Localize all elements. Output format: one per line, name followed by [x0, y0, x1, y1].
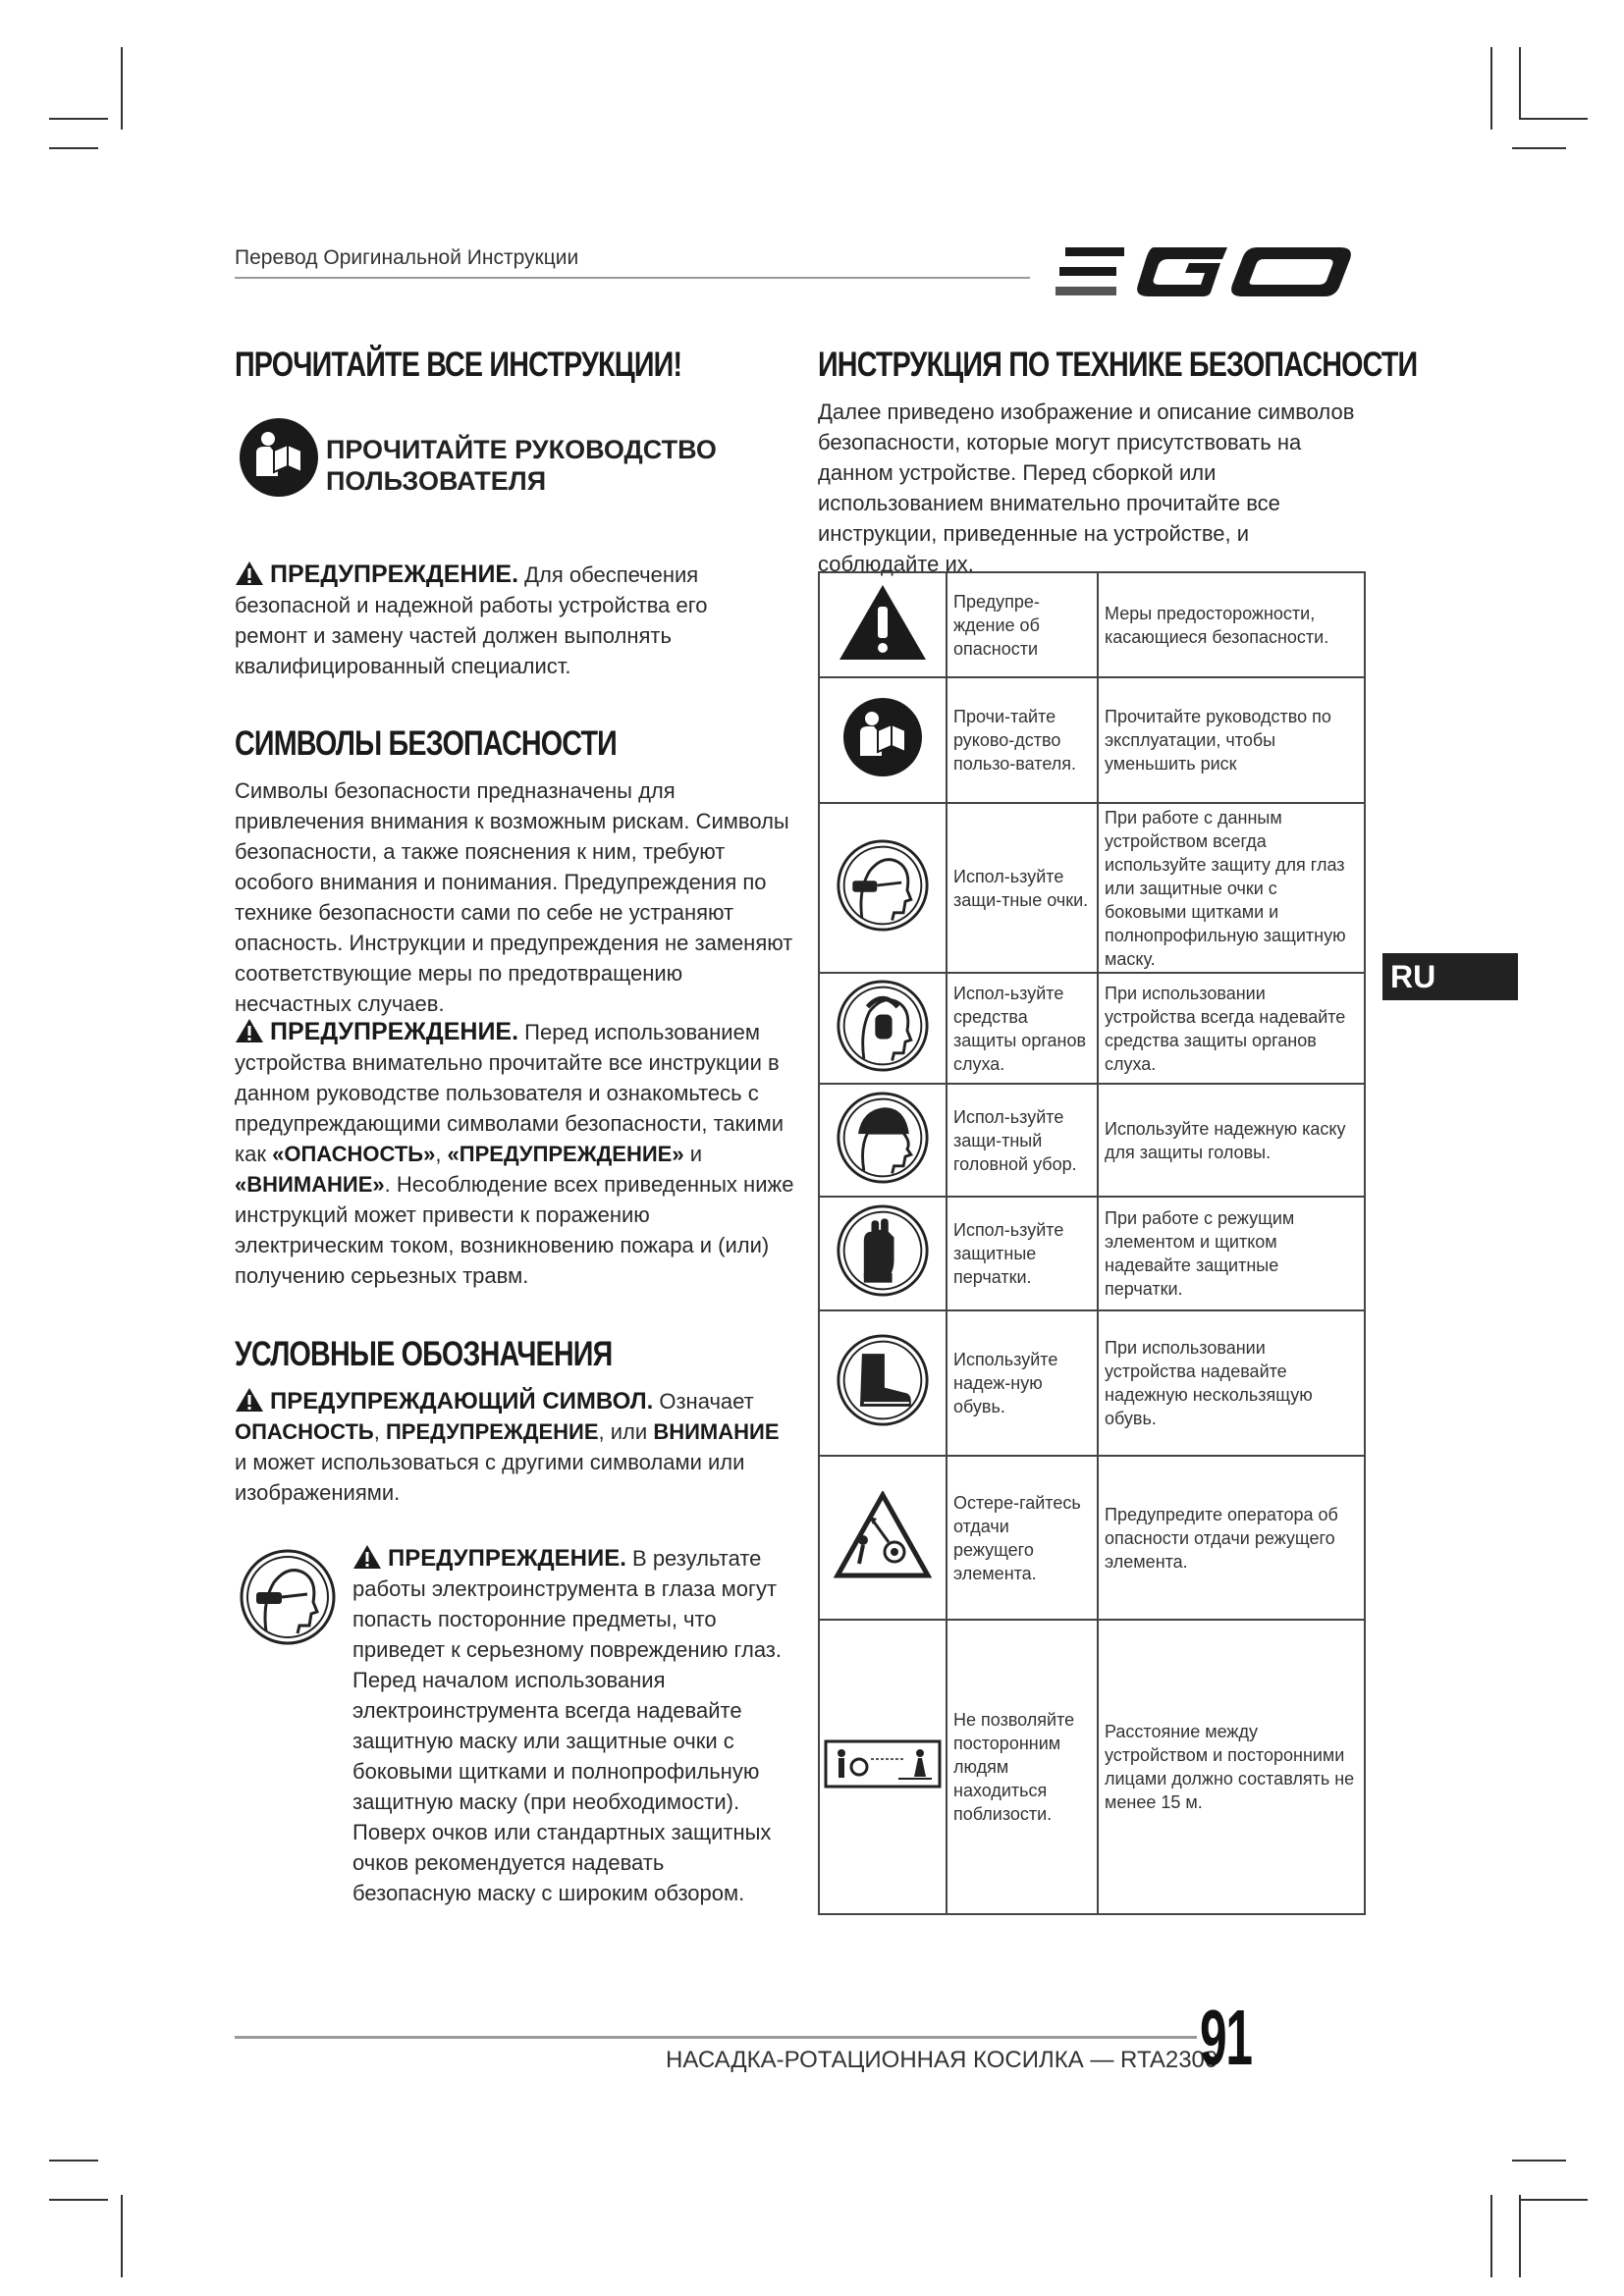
symbol-name: Остере-гайтесь отдачи режущего элемента. [947, 1456, 1098, 1620]
crop-mark [121, 2195, 123, 2277]
warning-instructions-paragraph [235, 1017, 794, 1291]
crop-mark [1519, 2199, 1588, 2201]
symbol-name: Прочи-тайте руково-дство пользо-вателя. [947, 677, 1098, 803]
safety-instruction-heading: ИНСТРУКЦИЯ ПО ТЕХНИКЕ БЕЗОПАСНОСТИ [818, 346, 1418, 384]
symbol-desc: Меры предосторожности, касающиеся безопасности. [1098, 572, 1365, 677]
warning-label: ПРЕДУПРЕЖДЕНИЕ. [270, 561, 519, 588]
separator: , [373, 1419, 386, 1444]
boots-icon [836, 1333, 930, 1427]
crop-mark [1519, 2195, 1521, 2277]
warning-triangle-icon [235, 1018, 264, 1043]
crop-mark [49, 2160, 98, 2162]
separator: , или [598, 1419, 654, 1444]
warning-triangle-icon [235, 561, 264, 586]
table-row [819, 572, 1365, 677]
symbol-name: Используйте надеж-ную обувь. [947, 1310, 1098, 1456]
keyword-danger: «ОПАСНОСТЬ» [272, 1142, 436, 1166]
crop-mark [1519, 118, 1588, 120]
crop-mark [1490, 47, 1492, 130]
header-divider [235, 277, 1030, 279]
separator: , [435, 1142, 448, 1166]
symbol-name: Испол-ьзуйте защитные перчатки. [947, 1197, 1098, 1310]
crop-mark [1512, 147, 1566, 149]
warning-triangle-icon [352, 1544, 382, 1570]
keyword-warning: ПРЕДУПРЕЖДЕНИЕ [385, 1419, 599, 1444]
symbol-desc: Расстояние между устройством и посторонними лицами должно составлять не менее 15 м. [1098, 1620, 1365, 1914]
icon-cell [819, 677, 947, 803]
warning-label: ПРЕДУПРЕЖДЕНИЕ. [270, 1018, 519, 1045]
page-number: 91 [1200, 1994, 1252, 2081]
table-row [819, 1084, 1365, 1197]
table-row [819, 1310, 1365, 1456]
table-row [819, 803, 1365, 973]
safety-intro-paragraph: Далее приведено изображение и описание символов безопасности, которые могут присутствовать на данном устройстве. Перед сборкой или использованием внимательно прочитайте все инструкции, приведенные на устройстве, и соблюдайте их. [818, 400, 1355, 576]
symbol-name: Испол-ьзуйте средства защиты органов слуха. [947, 973, 1098, 1084]
icon-cell [819, 1456, 947, 1620]
safety-symbols-heading: СИМВОЛЫ БЕЗОПАСНОСТИ [235, 724, 617, 763]
icon-cell [819, 1620, 947, 1914]
separator: и [683, 1142, 702, 1166]
footer-product: НАСАДКА-РОТАЦИОННАЯ КОСИЛКА — RTA2300 [666, 2047, 1218, 2073]
icon-cell [819, 973, 947, 1084]
hard-hat-icon [836, 1091, 930, 1185]
safety-glasses-icon [836, 838, 930, 933]
warning-label: ПРЕДУПРЕЖДЕНИЕ. [388, 1545, 626, 1572]
icon-cell [819, 1197, 947, 1310]
symbol-text-a: Означает [659, 1389, 754, 1414]
ear-protection-icon [836, 979, 930, 1073]
table-row [819, 1620, 1365, 1914]
icon-cell [819, 1084, 947, 1197]
symbol-desc: Предупредите оператора об опасности отдачи режущего элемента. [1098, 1456, 1365, 1620]
safety-symbols-table [818, 571, 1366, 1915]
symbol-desc: При использовании устройства надевайте надежную нескользящую обувь. [1098, 1310, 1365, 1456]
warning-symbol-paragraph [235, 1386, 785, 1508]
safety-glasses-icon [239, 1543, 337, 1651]
read-manual-icon [239, 417, 319, 498]
language-tab: RU [1382, 953, 1518, 1000]
icon-cell [819, 1310, 947, 1456]
symbol-name: Испол-ьзуйте защи-тные очки. [947, 803, 1098, 973]
crop-mark [1490, 2195, 1492, 2277]
symbol-desc: При работе с режущим элементом и щитком надевайте защитные перчатки. [1098, 1197, 1365, 1310]
gloves-icon [836, 1203, 930, 1298]
crop-mark [49, 2199, 108, 2201]
legend-heading: УСЛОВНЫЕ ОБОЗНАЧЕНИЯ [235, 1335, 613, 1373]
kickback-icon [834, 1491, 932, 1579]
crop-mark [49, 147, 98, 149]
symbol-desc: При использовании устройства всегда надевайте средства защиты органов слуха. [1098, 973, 1365, 1084]
distance-icon [824, 1739, 942, 1789]
crop-mark [121, 47, 123, 130]
keyword-danger: ОПАСНОСТЬ [235, 1419, 374, 1444]
read-all-heading: ПРОЧИТАЙТЕ ВСЕ ИНСТРУКЦИИ! [235, 346, 682, 384]
table-row [819, 1197, 1365, 1310]
icon-cell [819, 572, 947, 677]
eye-warning-text: В результате работы электроинструмента в глаза могут попасть посторонние предметы, что приведет к серьезному повреждению глаз. Перед началом использования электроинструмента всегда надевайте защитную маску или защитные очки с боковыми щитками и полнопрофильную защитную маску (при необходимости). Поверх очков или стандартных защитных очков рекомендуется надевать безопасную маску с широким обзором. [352, 1546, 783, 1905]
warning-text: Для обеспечения безопасной и надежной работы устройства его ремонт и замену частей должен выполнять квалифицированный специалист. [235, 562, 708, 678]
symbol-desc: Используйте надежную каску для защиты головы. [1098, 1084, 1365, 1197]
crop-mark [1512, 2160, 1566, 2162]
symbol-name: Испол-ьзуйте защи-тный головной убор. [947, 1084, 1098, 1197]
warning-text-a: Перед использованием устройства внимательно прочитайте все инструкции в данном руководстве пользователя и ознакомьтесь с предупреждающими символами безопасности, такими как [235, 1020, 784, 1166]
table-row [819, 677, 1365, 803]
read-manual-icon [842, 697, 923, 777]
footer-divider [235, 2036, 1197, 2039]
eye-warning-paragraph [352, 1543, 785, 1908]
header-subtitle: Перевод Оригинальной Инструкции [235, 246, 579, 269]
table-row [819, 1456, 1365, 1620]
symbol-desc: Прочитайте руководство по эксплуатации, чтобы уменьшить риск [1098, 677, 1365, 803]
read-manual-title: ПРОЧИТАЙТЕ РУКОВОДСТВО ПОЛЬЗОВАТЕЛЯ [326, 435, 717, 496]
keyword-caution: ВНИМАНИЕ [653, 1419, 780, 1444]
keyword-caution: «ВНИМАНИЕ» [235, 1172, 385, 1197]
warning-symbol-label: ПРЕДУПРЕЖДАЮЩИЙ СИМВОЛ. [270, 1388, 654, 1415]
warning-text-b: . Несоблюдение всех приведенных ниже инструкций может привести к поражению электрическим током, возникновению пожара и (или) получению серьезных травм. [235, 1172, 794, 1288]
crop-mark [1519, 47, 1521, 118]
warning-triangle-icon [838, 583, 928, 662]
symbol-desc: При работе с данным устройством всегда используйте защиту для глаз или защитные очки с боковыми щитками и полнопрофильную защитную маску. [1098, 803, 1365, 973]
symbol-name: Не позволяйте посторонним людям находиться поблизости. [947, 1620, 1098, 1914]
warning-repair-paragraph [235, 560, 785, 681]
table-row [819, 973, 1365, 1084]
icon-cell [819, 803, 947, 973]
ego-logo [1056, 228, 1360, 316]
crop-mark [49, 118, 108, 120]
warning-triangle-icon [235, 1387, 264, 1413]
symbol-text-b: и может использоваться с другими символами или изображениями. [235, 1450, 745, 1505]
safety-symbols-paragraph: Символы безопасности предназначены для привлечения внимания к возможным рискам. Символы безопасности, а также пояснения к ним, требуют особого внимания и понимания. Предупреждения по технике безопасности сами по себе не устраняют опасность. Инструкции и предупреждения не заменяют соответствующие меры по предотвращению несчастных случаев. [235, 778, 793, 1016]
symbol-name: Предупре-ждение об опасности [947, 572, 1098, 677]
keyword-warning: «ПРЕДУПРЕЖДЕНИЕ» [447, 1142, 684, 1166]
